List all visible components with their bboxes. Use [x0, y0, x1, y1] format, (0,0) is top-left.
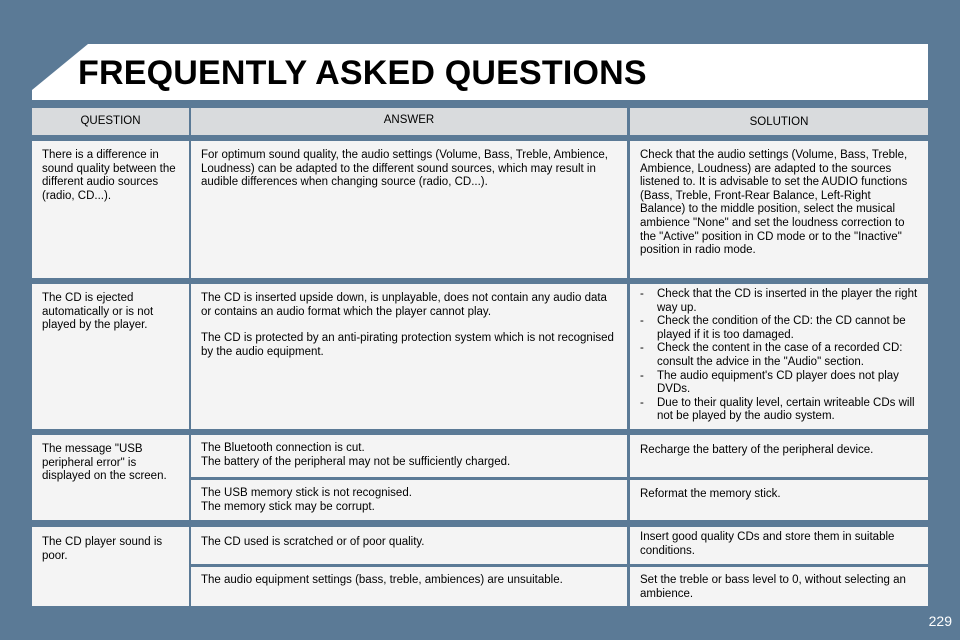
- solution-bullet: - Check the content in the case of a recorded CD: consult the advice in the "Audio" section.: [640, 342, 919, 369]
- row-1-question: There is a difference in sound quality between the different audio sources (radio, CD...).: [32, 141, 189, 278]
- row-2-question: The CD is ejected automatically or is not played by the player.: [32, 284, 189, 429]
- row-3b-solution: Reformat the memory stick.: [630, 480, 928, 520]
- solution-bullet: - The audio equipment's CD player does not play DVDs.: [640, 370, 919, 397]
- solution-bullet: - Check that the CD is inserted in the player the right way up.: [640, 288, 919, 315]
- row-4b-solution: Set the treble or bass level to 0, without selecting an ambience.: [630, 567, 928, 606]
- solution-bullet: - Due to their quality level, certain writeable CDs will not be played by the audio system.: [640, 397, 919, 424]
- header-answer: ANSWER: [191, 108, 627, 135]
- row-1-answer-paragraph: For optimum sound quality, the audio settings (Volume, Bass, Treble, Ambience, Loudness) can be adapted to the different sound sources, which may result in audible differences when changing source (radio, CD...).: [201, 149, 608, 189]
- answer-line: The memory stick may be corrupt.: [201, 500, 375, 513]
- row-4a-answer: [191, 527, 627, 564]
- row-3-question: The message "USB peripheral error" is displayed on the screen.: [32, 435, 189, 520]
- header-question: QUESTION: [32, 108, 189, 135]
- page-title: FREQUENTLY ASKED QUESTIONS: [78, 54, 647, 92]
- row-3a-solution: Recharge the battery of the peripheral device.: [630, 435, 928, 477]
- row-2-answer-paragraph: The CD is protected by an anti-pirating protection system which is not recognised by the audio equipment.: [201, 332, 614, 358]
- page-number: 229: [928, 613, 952, 629]
- answer-line: The audio equipment settings (bass, treble, ambiences) are unsuitable.: [201, 574, 563, 586]
- row-3b-answer: [191, 480, 627, 520]
- header-solution: SOLUTION: [630, 108, 928, 135]
- answer-line: The CD used is scratched or of poor quality.: [201, 536, 425, 548]
- row-2-solution: [630, 284, 928, 429]
- row-1-solution: Check that the audio settings (Volume, Bass, Treble, Ambience, Loudness) are adapted to the sources listened to. It is advisable to set the AUDIO functions (Bass, Treble, Front-Rear Balance, Left-Right Balance) to the middle position, select the musical ambience "None" and set the loudness correction to the "Active" position in CD mode or to the "Inactive" position in radio mode.: [630, 141, 928, 278]
- answer-line: The battery of the peripheral may not be sufficiently charged.: [201, 455, 511, 468]
- row-4a-solution: Insert good quality CDs and store them in suitable conditions.: [630, 527, 928, 564]
- solution-bullet: - Check the condition of the CD: the CD cannot be played if it is too damaged.: [640, 315, 919, 342]
- row-3a-answer: [191, 435, 627, 477]
- row-1-answer: [191, 141, 627, 278]
- row-4-question: The CD player sound is poor.: [32, 527, 189, 606]
- row-2-answer: [191, 284, 627, 429]
- answer-line: The Bluetooth connection is cut.: [201, 442, 365, 454]
- row-4b-answer: [191, 567, 627, 606]
- answer-line: The USB memory stick is not recognised.: [201, 487, 412, 499]
- row-2-answer-paragraph: The CD is inserted upside down, is unplayable, does not contain any audio data or contains an audio format which the player cannot play.: [201, 292, 607, 318]
